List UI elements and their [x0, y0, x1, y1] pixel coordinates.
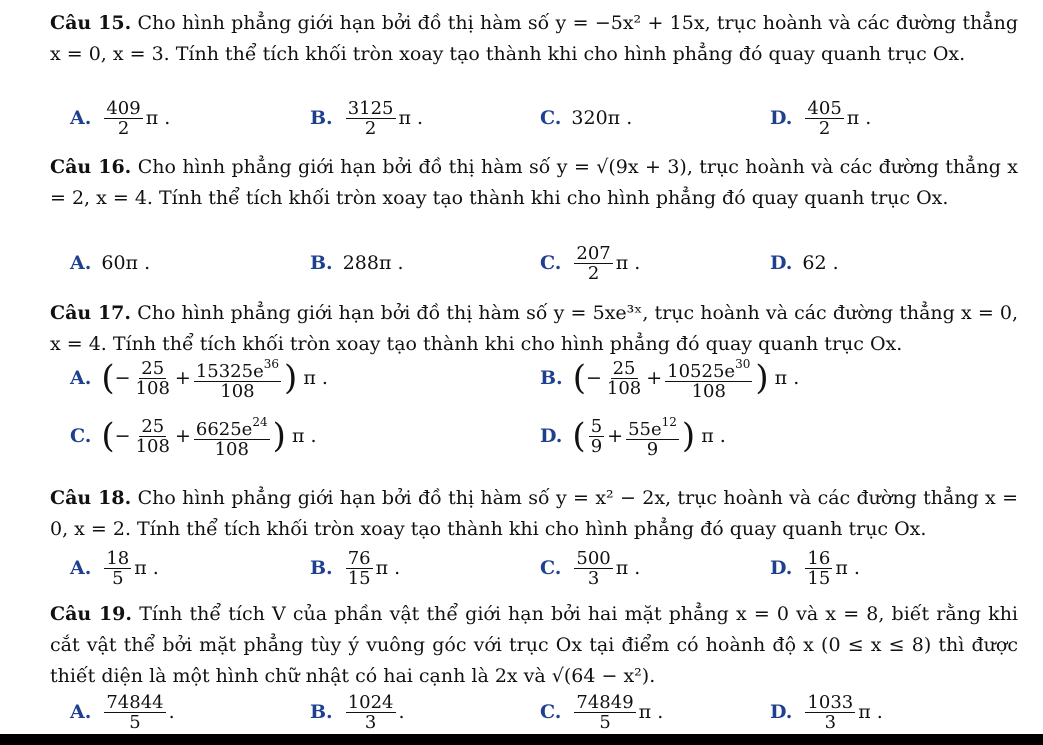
option-d[interactable]: [770, 243, 839, 283]
fraction: $\frac{25}{108}$: [135, 357, 170, 399]
option-suffix: .: [398, 701, 405, 723]
question-18-body: Cho hình phẳng giới hạn bởi đồ thị hàm số y = x² − 2x, trục hoành và các đường thẳng x = 0, x = 2. Tính thể tích khối tròn xoay tạo thành khi cho hình phẳng đó quay quanh trục Ox.: [50, 487, 1018, 540]
option-d[interactable]: [770, 692, 883, 732]
option-a[interactable]: [70, 243, 150, 283]
question-19-text: [50, 599, 1018, 692]
option-a[interactable]: [70, 98, 170, 138]
fraction: $\frac{500}{3}$: [576, 547, 611, 589]
option-b[interactable]: [310, 98, 423, 138]
option-letter: D.: [770, 252, 793, 274]
option-b[interactable]: [310, 243, 404, 283]
option-letter: C.: [70, 425, 92, 447]
question-19-body: Tính thể tích V của phần vật thể giới hạn bởi hai mặt phẳng x = 0 và x = 8, biết rằng khi cắt vật thể bởi mặt phẳng tùy ý vuông góc với trục Ox tại điểm có hoành độ x (0 ≤ x ≤ 8) thì được thiết diện là một hình chữ nhật có hai cạnh là 2x và √(64 − x²).: [50, 603, 1019, 687]
question-15-body: Cho hình phẳng giới hạn bởi đồ thị hàm số y = −5x² + 15x, trục hoành và các đường thẳng x = 0, x = 3. Tính thể tích khối tròn xoay tạo thành khi cho hình phẳng đó quay quanh trục Ox.: [50, 12, 1018, 65]
fraction: $\frac{3125}{2}$: [347, 97, 394, 139]
option-suffix: π .: [615, 252, 641, 274]
option-b[interactable]: [310, 548, 400, 588]
question-17-label: Câu 17.: [50, 302, 132, 324]
option-suffix: π .: [701, 425, 726, 447]
bottom-black-bar: [0, 734, 1043, 745]
question-16-body: Cho hình phẳng giới hạn bởi đồ thị hàm số y = √(9x + 3), trục hoành và các đường thẳng x = 2, x = 4. Tính thể tích khối tròn xoay tạo thành khi cho hình phẳng đó quay quanh trục Ox.: [50, 156, 1018, 209]
option-suffix: π .: [134, 557, 159, 579]
option-suffix: π .: [375, 557, 401, 579]
option-suffix: π .: [303, 367, 328, 389]
option-c[interactable]: [540, 98, 632, 138]
option-letter: D.: [540, 425, 563, 447]
option-c[interactable]: C. ( − $\frac{25}{108}$ + $\frac{6625e^{24}}{108}$ ) π .: [70, 415, 317, 460]
option-letter: B.: [310, 557, 333, 579]
fraction: $\frac{6625e^{24}}{108}$: [195, 415, 268, 460]
option-a[interactable]: A. ( − $\frac{25}{108}$ + $\frac{15325e^{36}}{108}$ ) π .: [70, 357, 328, 402]
option-d[interactable]: [770, 98, 871, 138]
option-value: 62 .: [802, 252, 839, 274]
option-suffix: π .: [858, 701, 883, 723]
option-b[interactable]: [310, 692, 405, 732]
option-letter: A.: [70, 107, 92, 129]
option-suffix: π .: [774, 367, 800, 389]
option-suffix: .: [168, 701, 175, 723]
option-suffix: π .: [638, 701, 664, 723]
option-suffix: π .: [846, 107, 872, 129]
fraction: $\frac{25}{108}$: [606, 357, 642, 399]
option-letter: B.: [310, 252, 333, 274]
option-letter: D.: [770, 557, 793, 579]
fraction: $\frac{10525e^{30}}{108}$: [667, 357, 751, 402]
option-letter: A.: [70, 367, 92, 389]
fraction: $\frac{18}{5}$: [106, 547, 130, 589]
fraction: $\frac{1033}{3}$: [807, 691, 854, 733]
option-value: 288π .: [342, 252, 404, 274]
fraction: $\frac{409}{2}$: [106, 97, 141, 139]
fraction: $\frac{74849}{5}$: [576, 691, 634, 733]
fraction: $\frac{15325e^{36}}{108}$: [195, 357, 280, 402]
option-a[interactable]: [70, 692, 175, 732]
question-17-body: Cho hình phẳng giới hạn bởi đồ thị hàm số y = 5xe³ˣ, trục hoành và các đường thẳng x = 0, x = 4. Tính thể tích khối tròn xoay tạo thành khi cho hình phẳng đó quay quanh trục Ox.: [50, 302, 1019, 355]
option-letter: B.: [540, 367, 563, 389]
option-b[interactable]: B. ( − $\frac{25}{108}$ + $\frac{10525e^{30}}{108}$ ) π .: [540, 357, 800, 402]
question-17-text: [50, 298, 1018, 360]
question-16-options: [70, 243, 1020, 283]
question-17-options-ab: [70, 357, 1020, 402]
option-letter: A.: [70, 557, 92, 579]
question-18-text: [50, 483, 1018, 545]
option-d[interactable]: [770, 548, 860, 588]
fraction: $\frac{207}{2}$: [576, 242, 611, 284]
question-16-label: Câu 16.: [50, 156, 132, 178]
fraction: $\frac{74844}{5}$: [106, 691, 164, 733]
fraction: $\frac{5}{9}$: [590, 415, 603, 457]
option-value: 320π .: [571, 107, 633, 129]
option-suffix: π .: [145, 107, 171, 129]
question-17-options-cd: [70, 415, 1020, 460]
option-letter: C.: [540, 107, 562, 129]
option-letter: B.: [310, 701, 333, 723]
option-letter: C.: [540, 557, 562, 579]
option-value: 60π .: [101, 252, 151, 274]
option-a[interactable]: [70, 548, 159, 588]
option-letter: B.: [310, 107, 333, 129]
option-letter: A.: [70, 701, 92, 723]
fraction: $\frac{1024}{3}$: [347, 691, 394, 733]
option-letter: A.: [70, 252, 92, 274]
question-15-options: [70, 98, 1020, 138]
option-suffix: π .: [398, 107, 424, 129]
question-15-label: Câu 15.: [50, 12, 132, 34]
question-18-options: [70, 548, 1020, 588]
option-suffix: π .: [615, 557, 641, 579]
option-suffix: π .: [291, 425, 317, 447]
question-15-text: [50, 8, 1018, 70]
fraction: $\frac{16}{15}$: [807, 547, 831, 589]
option-letter: C.: [540, 701, 562, 723]
option-letter: D.: [770, 107, 793, 129]
fraction: $\frac{76}{15}$: [347, 547, 371, 589]
fraction: $\frac{55e^{12}}{9}$: [628, 415, 677, 460]
option-c[interactable]: [540, 548, 640, 588]
option-suffix: π .: [835, 557, 860, 579]
option-d[interactable]: D. ( $\frac{5}{9}$ + $\frac{55e^{12}}{9}$ ) π .: [540, 415, 726, 460]
question-16-text: [50, 152, 1018, 214]
option-c[interactable]: [540, 692, 663, 732]
fraction: $\frac{25}{108}$: [135, 415, 170, 457]
option-c[interactable]: [540, 243, 640, 283]
fraction: $\frac{405}{2}$: [807, 97, 842, 139]
question-19-options: [70, 692, 1020, 732]
option-letter: D.: [770, 701, 793, 723]
question-18-label: Câu 18.: [50, 487, 132, 509]
question-19-label: Câu 19.: [50, 603, 133, 625]
option-letter: C.: [540, 252, 562, 274]
